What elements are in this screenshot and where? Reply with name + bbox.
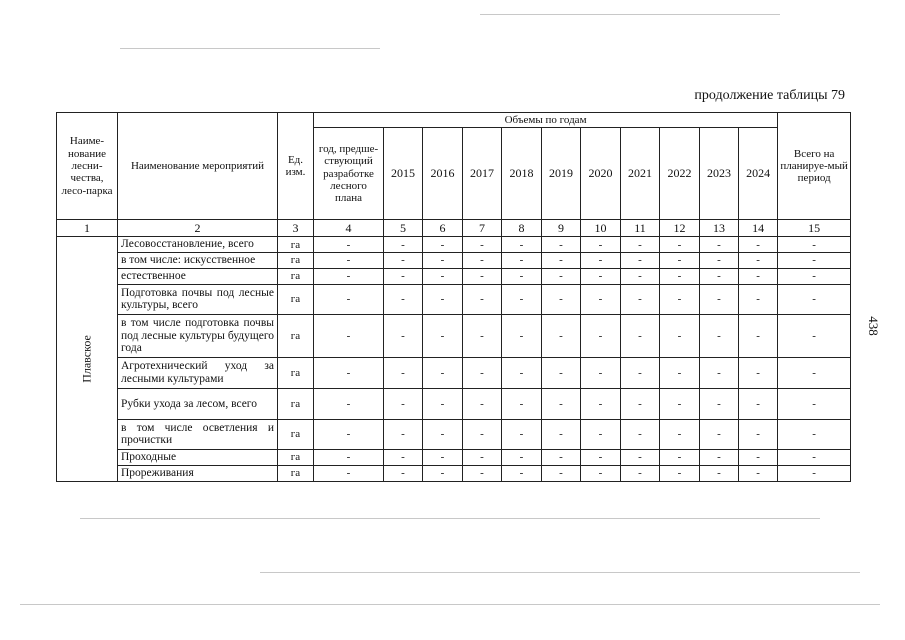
value-cell: - (542, 269, 581, 285)
header-unit: Ед. изм. (278, 113, 314, 220)
value-cell: - (581, 237, 621, 253)
value-cell: - (463, 465, 502, 481)
value-cell: - (384, 253, 423, 269)
value-cell: - (660, 449, 700, 465)
value-cell: - (314, 269, 384, 285)
column-number: 6 (423, 220, 463, 237)
unit-cell: га (278, 237, 314, 253)
value-cell: - (660, 237, 700, 253)
scan-artifact (480, 14, 780, 15)
column-number: 4 (314, 220, 384, 237)
header-activity: Наименование мероприятий (118, 113, 278, 220)
column-number: 3 (278, 220, 314, 237)
column-number: 15 (778, 220, 851, 237)
unit-cell: га (278, 388, 314, 419)
value-cell: - (384, 419, 423, 449)
value-cell: - (463, 388, 502, 419)
value-cell: - (739, 314, 778, 357)
value-cell: - (502, 449, 542, 465)
value-cell: - (700, 253, 739, 269)
value-cell: - (314, 419, 384, 449)
table-row (57, 314, 851, 357)
value-cell: - (581, 449, 621, 465)
value-cell: - (778, 253, 851, 269)
value-cell: - (660, 419, 700, 449)
value-cell: - (463, 449, 502, 465)
unit-cell: га (278, 269, 314, 285)
value-cell: - (621, 388, 660, 419)
value-cell: - (384, 465, 423, 481)
value-cell: - (463, 357, 502, 388)
forest-activities-table (56, 112, 851, 482)
value-cell: - (314, 465, 384, 481)
value-cell: - (384, 269, 423, 285)
value-cell: - (423, 269, 463, 285)
value-cell: - (423, 284, 463, 314)
value-cell: - (621, 237, 660, 253)
header-year: 2017 (463, 128, 502, 220)
unit-cell: га (278, 314, 314, 357)
value-cell: - (581, 388, 621, 419)
value-cell: - (621, 253, 660, 269)
value-cell: - (700, 419, 739, 449)
value-cell: - (778, 284, 851, 314)
value-cell: - (502, 314, 542, 357)
value-cell: - (542, 314, 581, 357)
table-row (57, 253, 851, 269)
value-cell: - (700, 237, 739, 253)
value-cell: - (581, 269, 621, 285)
activity-name: Подготовка почвы под лесные культуры, всего (118, 284, 278, 314)
table-row (57, 357, 851, 388)
activity-name: Агротехнический уход за лесными культурами (118, 357, 278, 388)
value-cell: - (423, 237, 463, 253)
column-number: 14 (739, 220, 778, 237)
table-row (57, 449, 851, 465)
header-year: 2024 (739, 128, 778, 220)
value-cell: - (700, 388, 739, 419)
header-year: 2020 (581, 128, 621, 220)
header-year: 2021 (621, 128, 660, 220)
activity-name: Рубки ухода за лесом, всего (118, 388, 278, 419)
table-continuation-caption: продолжение таблицы 79 (694, 88, 845, 103)
column-number-row (57, 220, 851, 237)
value-cell: - (463, 419, 502, 449)
value-cell: - (423, 253, 463, 269)
activity-name: в том числе подготовка почвы под лесные культуры будущего года (118, 314, 278, 357)
column-number: 8 (502, 220, 542, 237)
value-cell: - (739, 357, 778, 388)
value-cell: - (542, 357, 581, 388)
value-cell: - (621, 357, 660, 388)
value-cell: - (739, 269, 778, 285)
activity-name: в том числе осветления и прочистки (118, 419, 278, 449)
scan-artifact (80, 518, 820, 519)
value-cell: - (423, 388, 463, 419)
value-cell: - (739, 465, 778, 481)
value-cell: - (463, 253, 502, 269)
activity-name: Проходные (118, 449, 278, 465)
value-cell: - (778, 237, 851, 253)
value-cell: - (660, 465, 700, 481)
table-row (57, 237, 851, 253)
value-cell: - (581, 314, 621, 357)
header-year: 2015 (384, 128, 423, 220)
value-cell: - (660, 269, 700, 285)
value-cell: - (660, 388, 700, 419)
column-number: 5 (384, 220, 423, 237)
value-cell: - (314, 253, 384, 269)
value-cell: - (778, 314, 851, 357)
value-cell: - (581, 465, 621, 481)
value-cell: - (384, 449, 423, 465)
value-cell: - (384, 357, 423, 388)
header-prev-year: год, предше-ствующий разработке лесного плана (314, 128, 384, 220)
value-cell: - (314, 237, 384, 253)
value-cell: - (581, 419, 621, 449)
value-cell: - (621, 284, 660, 314)
scan-artifact (120, 48, 380, 49)
value-cell: - (502, 237, 542, 253)
value-cell: - (384, 388, 423, 419)
header-year: 2018 (502, 128, 542, 220)
table-row (57, 419, 851, 449)
value-cell: - (660, 314, 700, 357)
unit-cell: га (278, 465, 314, 481)
column-number: 7 (463, 220, 502, 237)
value-cell: - (778, 357, 851, 388)
value-cell: - (660, 357, 700, 388)
value-cell: - (423, 449, 463, 465)
value-cell: - (739, 419, 778, 449)
scan-artifact (20, 604, 880, 605)
value-cell: - (502, 253, 542, 269)
activity-name: Прореживания (118, 465, 278, 481)
activity-name: естественное (118, 269, 278, 285)
value-cell: - (542, 465, 581, 481)
column-number: 10 (581, 220, 621, 237)
value-cell: - (463, 269, 502, 285)
value-cell: - (542, 449, 581, 465)
column-number: 11 (621, 220, 660, 237)
column-number: 13 (700, 220, 739, 237)
value-cell: - (314, 314, 384, 357)
value-cell: - (778, 449, 851, 465)
value-cell: - (739, 449, 778, 465)
activity-name: в том числе: искусственное (118, 253, 278, 269)
activity-name: Лесовосстановление, всего (118, 237, 278, 253)
unit-cell: га (278, 253, 314, 269)
page-number: 438 (866, 316, 881, 336)
value-cell: - (542, 419, 581, 449)
table-row (57, 465, 851, 481)
value-cell: - (778, 419, 851, 449)
value-cell: - (423, 314, 463, 357)
value-cell: - (384, 314, 423, 357)
unit-cell: га (278, 357, 314, 388)
forestry-name: Плавское (79, 335, 94, 383)
column-number: 1 (57, 220, 118, 237)
value-cell: - (778, 388, 851, 419)
value-cell: - (621, 269, 660, 285)
value-cell: - (314, 284, 384, 314)
header-volumes-by-year: Объемы по годам (314, 113, 778, 128)
value-cell: - (502, 388, 542, 419)
value-cell: - (700, 269, 739, 285)
value-cell: - (542, 237, 581, 253)
unit-cell: га (278, 419, 314, 449)
value-cell: - (502, 357, 542, 388)
column-number: 2 (118, 220, 278, 237)
value-cell: - (314, 388, 384, 419)
value-cell: - (463, 237, 502, 253)
value-cell: - (502, 419, 542, 449)
value-cell: - (739, 253, 778, 269)
value-cell: - (700, 284, 739, 314)
value-cell: - (621, 419, 660, 449)
value-cell: - (621, 314, 660, 357)
table-row (57, 284, 851, 314)
value-cell: - (502, 465, 542, 481)
table-body (57, 237, 851, 481)
value-cell: - (739, 388, 778, 419)
value-cell: - (314, 357, 384, 388)
table-row (57, 388, 851, 419)
value-cell: - (660, 284, 700, 314)
unit-cell: га (278, 284, 314, 314)
value-cell: - (502, 284, 542, 314)
value-cell: - (621, 465, 660, 481)
value-cell: - (700, 465, 739, 481)
value-cell: - (739, 284, 778, 314)
forestry-cell (57, 237, 118, 481)
value-cell: - (621, 449, 660, 465)
value-cell: - (502, 269, 542, 285)
value-cell: - (581, 284, 621, 314)
header-forestry: Наиме-нование лесни-чества, лесо-парка (57, 113, 118, 220)
header-year: 2022 (660, 128, 700, 220)
value-cell: - (423, 419, 463, 449)
value-cell: - (700, 449, 739, 465)
value-cell: - (581, 253, 621, 269)
header-year: 2023 (700, 128, 739, 220)
value-cell: - (384, 237, 423, 253)
value-cell: - (542, 388, 581, 419)
value-cell: - (542, 253, 581, 269)
value-cell: - (700, 357, 739, 388)
value-cell: - (778, 269, 851, 285)
value-cell: - (778, 465, 851, 481)
column-number: 9 (542, 220, 581, 237)
header-year: 2016 (423, 128, 463, 220)
table-row (57, 269, 851, 285)
scan-artifact (260, 572, 860, 573)
value-cell: - (423, 465, 463, 481)
unit-cell: га (278, 449, 314, 465)
value-cell: - (463, 314, 502, 357)
value-cell: - (660, 253, 700, 269)
value-cell: - (581, 357, 621, 388)
value-cell: - (423, 357, 463, 388)
value-cell: - (542, 284, 581, 314)
header-total: Всего на планируе-мый период (778, 113, 851, 220)
value-cell: - (463, 284, 502, 314)
column-number: 12 (660, 220, 700, 237)
value-cell: - (314, 449, 384, 465)
value-cell: - (739, 237, 778, 253)
header-year: 2019 (542, 128, 581, 220)
value-cell: - (700, 314, 739, 357)
value-cell: - (384, 284, 423, 314)
